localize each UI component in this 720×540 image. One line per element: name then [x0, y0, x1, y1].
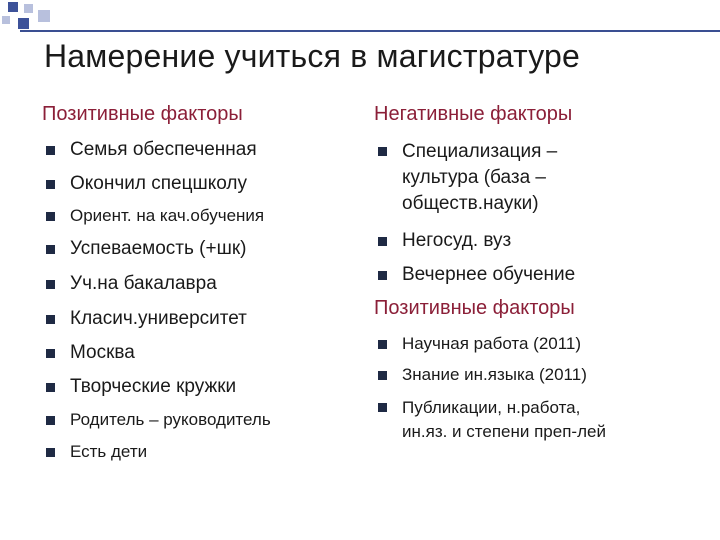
bullet-square-icon: [46, 280, 55, 289]
list-item: [42, 342, 135, 364]
bullet-square-icon: [46, 146, 55, 155]
list-item: [42, 238, 246, 260]
list-item-text: Вечернее обучение: [402, 264, 576, 285]
deco-square: [24, 4, 33, 13]
list-item-text-cont: ин.яз. и степени преп-лей: [402, 422, 606, 441]
list-item-text: Уч.на бакалавра: [70, 273, 217, 294]
list-item: [42, 442, 147, 462]
deco-square: [2, 16, 10, 24]
deco-square: [18, 18, 29, 29]
list-item: [42, 410, 271, 430]
deco-square: [8, 2, 18, 12]
bullet-square-icon: [378, 403, 387, 412]
list-item-text-cont: обществ.науки): [402, 193, 539, 214]
list-item-text: Есть дети: [70, 442, 148, 461]
list-item: [42, 273, 217, 295]
bullet-square-icon: [378, 340, 387, 349]
bullet-square-icon: [46, 349, 55, 358]
positive-heading: Позитивные факторы: [374, 297, 575, 319]
list-item-text: Успеваемость (+шк): [70, 238, 247, 259]
list-item-text: Ориент. на кач.обучения: [70, 206, 265, 225]
list-item-text: Публикации, н.работа,: [402, 398, 581, 417]
left-column: [42, 0, 372, 540]
list-item-text: Научная работа (2011): [402, 334, 582, 353]
bullet-square-icon: [378, 147, 387, 156]
bullet-square-icon: [46, 245, 55, 254]
list-item: [374, 365, 587, 385]
list-item: [42, 139, 257, 161]
list-item: [42, 376, 236, 398]
list-item-text: Окончил спецшколу: [70, 173, 247, 194]
bullet-square-icon: [46, 212, 55, 221]
bullet-square-icon: [378, 271, 387, 280]
list-item-text: Москва: [70, 342, 135, 363]
bullet-square-icon: [46, 448, 55, 457]
left-heading: Позитивные факторы: [42, 103, 243, 125]
right-column: [374, 0, 714, 540]
list-item: [374, 396, 606, 444]
bullet-square-icon: [46, 180, 55, 189]
list-item-text: Творческие кружки: [70, 376, 237, 397]
negative-heading: Негативные факторы: [374, 103, 573, 125]
list-item-text-cont: культура (база –: [402, 167, 546, 188]
list-item: [42, 206, 264, 226]
bullet-square-icon: [378, 237, 387, 246]
bullet-square-icon: [46, 315, 55, 324]
bullet-square-icon: [46, 383, 55, 392]
list-item-text: Родитель – руководитель: [70, 410, 271, 429]
list-item: [42, 173, 247, 195]
list-item-text: Знание ин.языка (2011): [402, 365, 587, 384]
list-item-text: Класич.университет: [70, 308, 247, 329]
list-item-text: Негосуд. вуз: [402, 230, 512, 251]
list-item: [374, 334, 581, 354]
list-item: [374, 230, 511, 252]
list-item: [374, 139, 557, 217]
list-item-text: Специализация –: [402, 141, 558, 162]
page-title: Намерение учиться в магистратуре: [44, 38, 581, 74]
bullet-square-icon: [378, 371, 387, 380]
bullet-square-icon: [46, 416, 55, 425]
list-item: [42, 308, 247, 330]
list-item-text: Семья обеспеченная: [70, 139, 257, 160]
list-item: [374, 264, 575, 286]
